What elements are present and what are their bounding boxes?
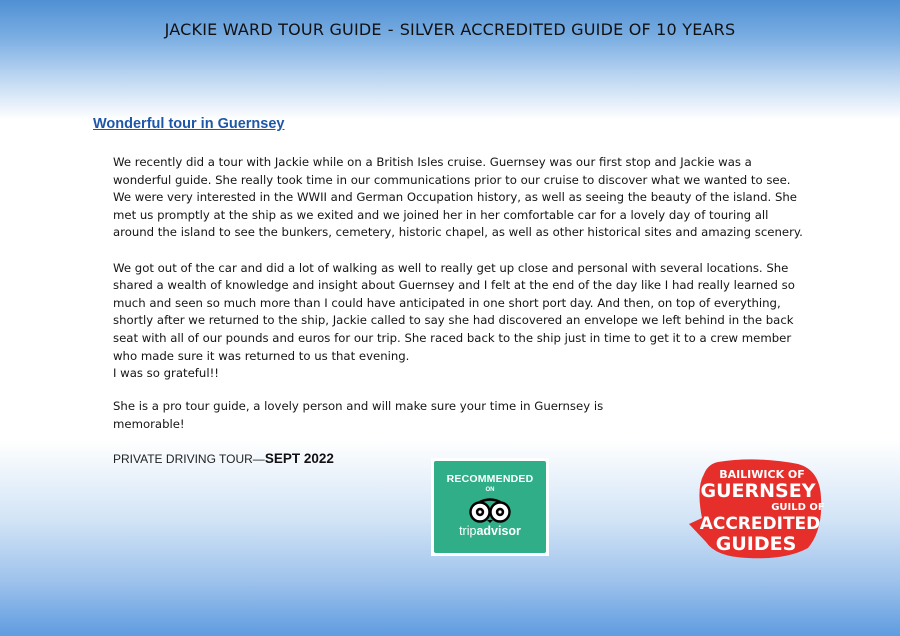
review-title[interactable]: Wonderful tour in Guernsey — [93, 116, 285, 132]
tour-info — [113, 451, 334, 466]
review-paragraph-1: We recently did a tour with Jackie while on a British Isles cruise. Guernsey was our first stop and Jackie was a wonderful guide. She really took time in our communications prior to our cruise to discover what we wanted to see. We were very interested in the WWII and German Occupation history, as well as seeing the beauty of the island. She met us promptly at the ship as we exited and we joined her in her comfortable car for a lovely day of touring all around the island to see the bunkers, cemetery, historic chapel, as well as other historical sites and amazing scenery. — [113, 155, 803, 240]
svg-text:GUILD OF: GUILD OF — [771, 502, 825, 513]
review-paragraph-2-end: I was so grateful!! — [113, 366, 219, 381]
review-body — [113, 154, 803, 383]
badge-recommended-text: RECOMMENDED — [446, 473, 534, 485]
tripadvisor-badge — [431, 458, 549, 556]
header-accreditation: SILVER ACCREDITED GUIDE OF 10 YEARS — [399, 20, 736, 39]
svg-text:ACCREDITED: ACCREDITED — [699, 514, 821, 534]
svg-text:GUERNSEY: GUERNSEY — [700, 480, 816, 502]
tour-label: PRIVATE DRIVING TOUR— — [113, 452, 265, 466]
header-guide-name: JACKIE WARD TOUR GUIDE — [164, 20, 382, 39]
tour-date: SEPT 2022 — [264, 451, 334, 466]
svg-text:BAILIWICK OF: BAILIWICK OF — [719, 468, 805, 481]
badge-on-text: ON — [485, 487, 495, 493]
header-separator: - — [387, 20, 394, 39]
review-paragraph-3: She is a pro tour guide, a lovely person and will make sure your time in Guernsey is memorable! — [113, 399, 604, 431]
guernsey-guild-logo — [686, 458, 826, 560]
svg-text:GUIDES: GUIDES — [715, 533, 797, 555]
page-header — [0, 20, 900, 39]
review-paragraph-2: We got out of the car and did a lot of walking as well to really get up close and personal with several locations. She shared a wealth of knowledge and insight about Guernsey and I felt at the end of the day like I had really learned so much and seen so much more than I could have anticipated in one short port day. And then, on top of everything, shortly after we returned to the ship, Jackie called to say she had discovered an envelope we left behind in the back seat with all of our pounds and euros for our trip. She raced back to the ship just in time to get it to a crew member who made sure it was returned to us that evening. — [113, 260, 795, 363]
tripadvisor-owl-icon — [468, 497, 512, 523]
badge-brand-name: tripadvisor — [459, 524, 521, 538]
